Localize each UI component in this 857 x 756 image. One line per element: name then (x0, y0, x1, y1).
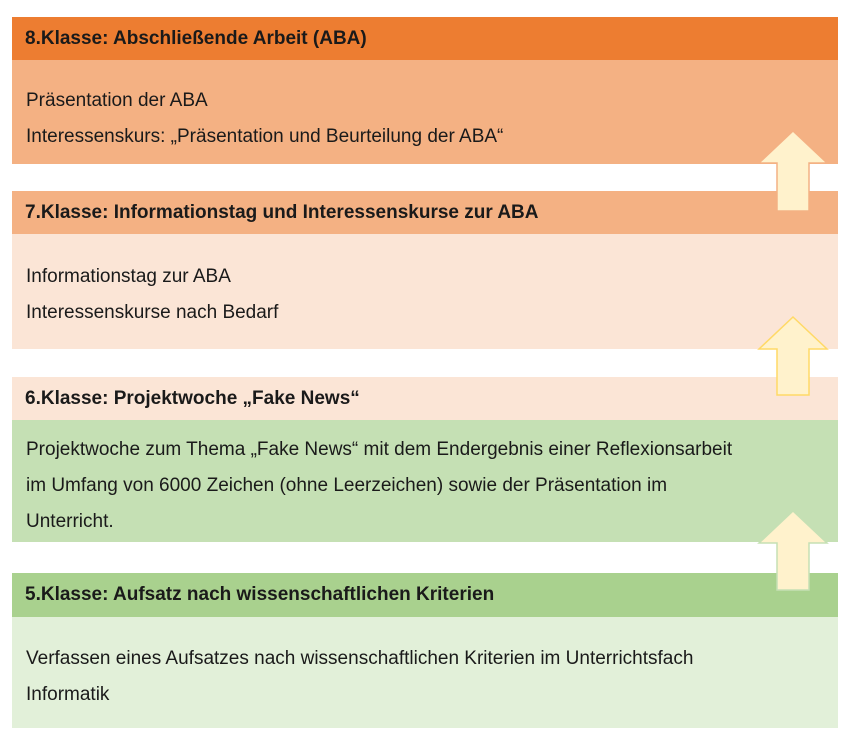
stage-6-line-3: Unterricht. (26, 511, 114, 532)
stage-8-line-2: Interessenskurs: „Präsentation und Beurteilung der ABA“ (26, 126, 504, 147)
stage-6-line-2: im Umfang von 6000 Zeichen (ohne Leerzeichen) sowie der Präsentation im (26, 475, 668, 496)
stage-5-body (12, 617, 838, 728)
stage-6-line-1: Projektwoche zum Thema „Fake News“ mit dem Endergebnis einer Reflexionsarbeit (26, 439, 733, 460)
stage-6-heading-text: 6.Klasse: Projektwoche „Fake News“ (25, 387, 360, 409)
up-arrow-icon (756, 316, 830, 396)
stage-5-heading (12, 573, 838, 617)
stage-7-body (12, 234, 838, 349)
up-arrow-icon (756, 130, 830, 212)
stage-7-line-1: Informationstag zur ABA (26, 266, 231, 287)
up-arrow-icon (756, 510, 830, 591)
stage-8-heading-text: 8.Klasse: Abschließende Arbeit (ABA) (25, 27, 367, 49)
stage-6-heading (12, 377, 838, 420)
stage-5-line-2: Informatik (26, 684, 110, 705)
stage-5-line-1: Verfassen eines Aufsatzes nach wissenschaftlichen Kriterien im Unterrichtsfach (26, 648, 694, 669)
stage-5-heading-text: 5.Klasse: Aufsatz nach wissenschaftlichen Kriterien (25, 584, 495, 605)
stage-7-line-2: Interessenskurse nach Bedarf (26, 302, 279, 323)
stage-7-heading-text: 7.Klasse: Informationstag und Interessenskurse zur ABA (25, 201, 539, 223)
stage-8-body (12, 60, 838, 164)
stage-6-body (12, 420, 838, 542)
stage-7-heading (12, 191, 838, 234)
stage-8-heading (12, 17, 838, 60)
stage-8-line-1: Präsentation der ABA (26, 90, 208, 111)
